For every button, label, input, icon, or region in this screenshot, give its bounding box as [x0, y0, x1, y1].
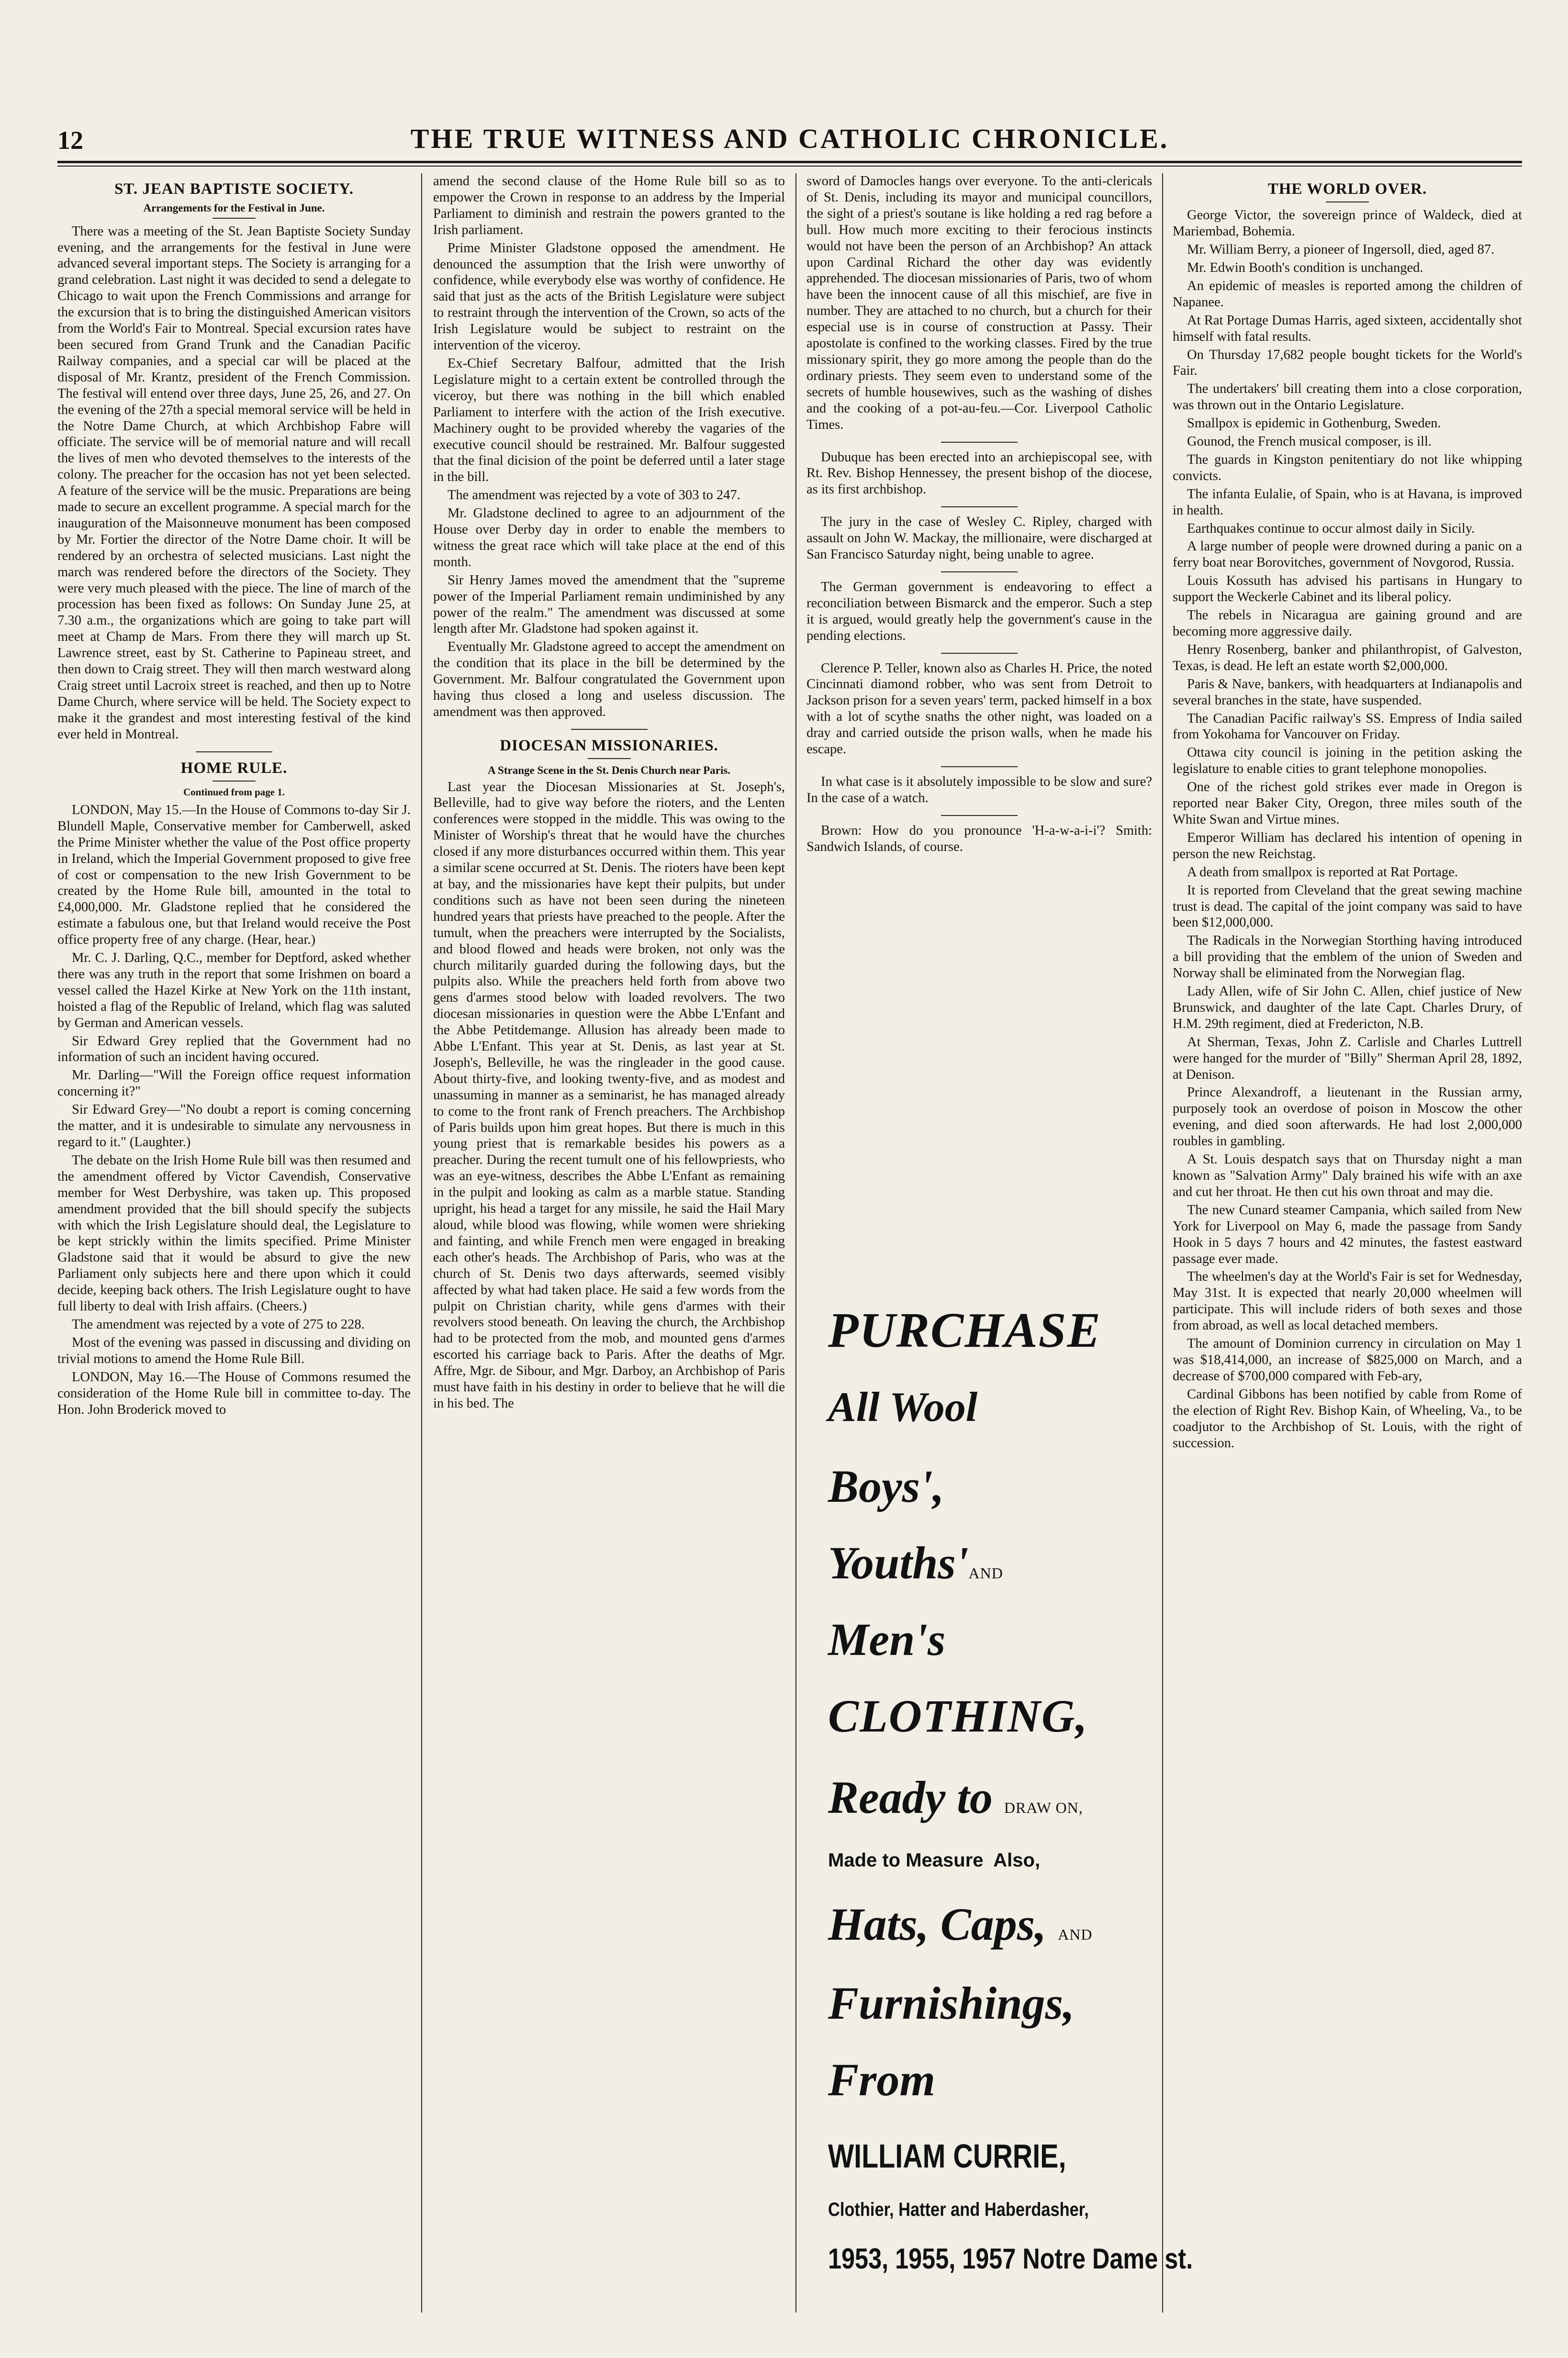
paragraph: The jury in the case of Wesley C. Ripley, charged with assault on John W. Mackay, the millionaire, were discharged at San Francisco Saturday night, being unable to agree.	[806, 514, 1152, 562]
divider	[196, 751, 272, 752]
ad-line: CLOTHING,	[828, 1690, 1088, 1742]
paragraph: sword of Damocles hangs over everyone. To the anti-clericals of St. Denis, including its mayor and municipal councillors, the sight of a priest's soutane is like holding a red rag before a bull. How much more exciting to their ferocious instincts would not have been the person of an Archbishop? An attack upon Cardinal Richard the other day was evidently apprehended. The diocesan missionaries of Paris, two of whom have been the innocent cause of all this mischief, are five in number. They are attached to no church, but a church for their especial use is in course of construction at Passy. Their apostolate is confined to the working classes. Fired by the true missionary spirit, they go more among the people than do the ordinary priests. They seem even to understand some of the secrets of humble housewives, such as the washing of dishes and the cooking of a pot-au-feu.—Cor. Liverpool Catholic Times.	[806, 174, 1152, 432]
paragraph: Sir Edward Grey—"No doubt a report is coming concerning the matter, and it is undesirable to simulate any nervousness in regard to it." (Laughter.)	[57, 1102, 411, 1150]
news-item: The guards in Kingston penitentiary do not like whipping convicts.	[1173, 452, 1522, 483]
news-item: Mr. William Berry, a pioneer of Ingersoll, died, aged 87.	[1187, 242, 1495, 257]
paragraph: Dubuque has been erected into an archiepiscopal see, with Rt. Rev. Bishop Hennessey, the present bishop of the diocese, as its first archbishop.	[806, 449, 1152, 497]
masthead-rule	[57, 161, 1522, 163]
ad-line: Made to Measure Also,	[828, 1850, 1041, 1871]
news-item: On Thursday 17,682 people bought tickets for the World's Fair.	[1173, 347, 1522, 379]
column-divider	[421, 173, 422, 2313]
paragraph: Clerence P. Teller, known also as Charles H. Price, the noted Cincinnati diamond robber, who was sent from Detroit to Jackson prison for a seven years' term, packed himself in a box with a lot of scythe snaths the other night, was loaded on a dray and carried outside the prison walls, when he made his escape.	[806, 660, 1152, 757]
ad-line-small: AND	[1058, 1926, 1093, 1943]
news-item: Smallpox is epidemic in Gothenburg, Sweden.	[1187, 416, 1441, 431]
paragraph: The amendment was rejected by a vote of 303 to 247.	[448, 488, 740, 503]
news-item: The Canadian Pacific railway's SS. Empress of India sailed from Yokohama for Vancouver on Friday.	[1173, 711, 1522, 742]
ad-headline: PURCHASE	[828, 1303, 1101, 1358]
news-item: Mr. Edwin Booth's condition is unchanged.	[1187, 260, 1423, 275]
column-3	[806, 173, 1152, 1284]
ad-line: Men's	[828, 1614, 946, 1665]
column-1	[57, 173, 411, 2317]
ad-line	[828, 1898, 1092, 1951]
column-4	[1173, 173, 1522, 2317]
ad-line	[828, 1536, 1003, 1589]
ad-line: All Wool	[828, 1384, 978, 1430]
running-title: THE TRUE WITNESS AND CATHOLIC CHRONICLE.	[410, 123, 1169, 154]
paragraph: Last year the Diocesan Missionaries at St. Joseph's, Belleville, had to give way before the rioters, and the Lenten conferences were stopped in the middle. This was owing to the Minister of Worship's threat that he would have the churches closed if any more disturbances occurred within them. This year a similar scene occurred at St. Denis. The rioters have been kept at bay, and the missionaries have kept their pulpits, but under conditions such as have not been seen during the nineteen hundred years that priests have preached to the people. After the tumult, when the preachers were interrupted by the Socialists, and blood flowed and heads were broken, not only was the church militarily guarded during the following days, but the pulpits also. While the preachers held forth from above two gens d'armes stood below with loaded revolvers. The two diocesan missionaries in question were the Abbe L'Enfant and the Abbe Petitdemange. Allusion has already been made to Abbe L'Enfant. This year at St. Denis, as last year at St. Joseph's, Belleville, he was the ringleader in the good cause. About thirty-five, and looking twenty-five, and as modest and unassuming in manner as a seminarist, he has managed already to come to the front rank of French preachers. The Archbishop of Paris builds upon him great hopes. But there is much in this young priest that is remarkable besides his powers as a preacher. During the recent tumult one of his fellowpriests, who was an eye-witness, describes the Abbe L'Enfant as remaining in the pulpit and looking as calm as a marble statue. Standing upright, his head a target for any missile, he said the Hail Mary aloud, while blood was flowing, while women were shrieking and fainting, and while French men were engaged in breaking each other's heads. The Archbishop of Paris, who was at the church of St. Denis two days afterwards, seemed visibly affected by what had taken place. He said a few words from the pulpit on Christian charity, while gens d'armes with their revolvers stood beneath. On leaving the church, the Archbishop had to be protected from the mob, and mounted gens d'armes escorted his carriage back to Paris. After the deaths of Mgr. Affre, Mgr. de Sibour, and Mgr. Darboy, an Archbishop of Paris must have faith in his destiny in order to believe that he will die in his bed. The	[433, 779, 785, 1411]
paragraph: amend the second clause of the Home Rule bill so as to empower the Crown in response to an address by the Imperial Parliament to diminish and restrain the powers granted to the Irish parliament.	[433, 174, 785, 237]
column-divider	[1162, 173, 1163, 2313]
news-item: Henry Rosenberg, banker and philanthropist, of Galveston, Texas, is dead. He left an estate worth $2,000,000.	[1173, 642, 1522, 673]
paragraph: There was a meeting of the St. Jean Baptiste Society Sunday evening, and the arrangements for the festival in June were advanced several important steps. The Society is arranging for a grand celebration. Last night it was decided to send a delegate to Chicago to wait upon the French Commissions and arrange for the excursion that is to bring the distinguished American visitors from the World's Fair to Montreal. Special excursion rates have been secured from Grand Trunk and the Canadian Pacific Railway companies, and a special car will be placed at the disposal of Mr. Krantz, president of the French Commission. The festival will entend over three days, June 25, 26, and 27. On the evening of the 27th a special memoral service will be held in the Notre Dame Church, at which Archbishop Fabre will officiate. The service will be of memorial nature and will recall the lives of men who devoted themselves to the interests of the colony. The preacher for the occasion has not yet been selected. A feature of the service will be the music. Preparations are being made to secure an excellent programme. A special march for the inauguration of the Maisonneuve monument has been composed by Mr. Fortier the director of the Notre Dame choir. It will be rendered by an orchestra of selected musicians. Last night the march was rendered before the directors of the Society. They were very much pleased with the piece. The line of march of the procession has been fixed as follows: On Sunday June 25, at 7.30 a.m., the organizations which are going to take part will meet at Champ de Mars. From there they will march up St. Lawrence street, east by St. Catherine to Papineau street, and then down to Craig street. They will then march westward along Craig street until Lacroix street is reached, and then up to Notre Dame Church, where service will be held. The Society expect to make it the grandest and most interesting festival of the kind ever held in Montreal.	[57, 224, 411, 742]
news-item: The rebels in Nicaragua are gaining ground and are becoming more aggressive daily.	[1173, 608, 1522, 639]
article-headline: DIOCESAN MISSIONARIES.	[500, 737, 718, 754]
divider	[1326, 201, 1369, 202]
ad-line-text: Hats, Caps,	[828, 1899, 1047, 1950]
divider	[941, 815, 1018, 816]
paragraph: In what case is it absolutely impossible to be slow and sure? In the case of a watch.	[806, 774, 1152, 805]
page-number: 12	[57, 126, 83, 155]
paragraph: LONDON, May 15.—In the House of Commons to-day Sir J. Blundell Maple, Conservative member for Camberwell, asked the Prime Minister whether the value of the Post office property in Ireland, which the Imperial Government proposed to give free of cost or compensation to the new Irish Government to be created by the Home Rule bill, amounted in the total to £4,000,000. Mr. Gladstone replied that he considered the estimate a fabulous one, but that Ireland would receive the Post office property free of any charge. (Hear, hear.)	[57, 802, 411, 948]
clothing-advertisement	[809, 1302, 1193, 2312]
ad-merchant-name: WILLIAM CURRIE,	[828, 2137, 1066, 2175]
column-2	[433, 173, 785, 2317]
divider	[941, 506, 1018, 507]
article-subheadline: A Strange Scene in the St. Denis Church near Paris.	[487, 764, 731, 777]
article-headline: ST. JEAN BAPTISTE SOCIETY.	[114, 180, 354, 198]
continued-note: Continued from page 1.	[183, 786, 285, 798]
article-headline: THE WORLD OVER.	[1267, 180, 1427, 198]
column-divider	[795, 173, 796, 2313]
divider	[941, 571, 1018, 572]
news-item: One of the richest gold strikes ever made in Oregon is reported near Baker City, Oregon, three miles south of the White Swan and Virtue mines.	[1173, 780, 1522, 827]
news-item: A death from smallpox is reported at Rat Portage.	[1187, 864, 1458, 880]
paragraph: Prime Minister Gladstone opposed the amendment. He denounced the assumption that the Irish were unworthy of confidence, while everybody else was worthy of confidence. He said that just as the acts of the British Legislature were subject to restraint through the intervention of the Crown, so acts of the Irish Legislature would be subject to restraint on the intervention of the viceroy.	[433, 240, 785, 353]
news-item: It is reported from Cleveland that the great sewing machine trust is dead. The capital of the joint company was said to have been $12,000,000.	[1173, 883, 1522, 930]
paragraph: The debate on the Irish Home Rule bill was then resumed and the amendment offered by Victor Cavendish, Conservative member for West Derbyshire, was taken up. This proposed amendment provided that the bill should specify the subjects with which the Irish Legislature should deal, the Legislature to be kept strickly within the limits specified. Prime Minister Gladstone said that it would be absurd to give the new Parliament only subjects here and there upon which it could decide, keeping back others. The Irish Legislature ought to have full liberty to deal with Irish affairs. (Cheers.)	[57, 1152, 411, 1314]
ad-line-text: Ready to	[828, 1772, 993, 1823]
news-item: A large number of people were drowned during a panic on a ferry boat near Borovitches, government of Novgorod, Russia.	[1173, 539, 1522, 570]
ad-line: Furnishings,	[828, 1978, 1075, 2029]
news-item: Earthquakes continue to occur almost daily in Sicily.	[1187, 521, 1475, 536]
divider	[588, 758, 631, 759]
divider	[213, 218, 256, 219]
news-item: The amount of Dominion currency in circulation on May 1 was $18,414,000, an increase of $825,000 on March, and a decrease of $700,000 compared with Feb-ary,	[1173, 1336, 1522, 1384]
news-item: Paris & Nave, bankers, with headquarters at Indianapolis and several branches in the state, have suspended.	[1173, 676, 1522, 708]
paragraph: The amendment was rejected by a vote of 275 to 228.	[72, 1317, 365, 1332]
ad-line: Boys',	[828, 1461, 944, 1512]
divider	[571, 729, 648, 730]
divider	[941, 442, 1018, 443]
article-headline: HOME RULE.	[180, 759, 288, 777]
news-item: The Radicals in the Norwegian Storthing having introduced a bill providing that the emblem of the union of Sweden and Norway shall be eliminated from the Norwegian flag.	[1173, 933, 1522, 981]
paragraph: Most of the evening was passed in discussing and dividing on trivial motions to amend the Home Rule Bill.	[57, 1335, 411, 1366]
news-item: The infanta Eulalie, of Spain, who is at Havana, is improved in health.	[1173, 486, 1522, 518]
news-item: A St. Louis despatch says that on Thursday night a man known as "Salvation Army" Daly brained his wife with an axe and cut her throat. He then cut his own throat and may die.	[1173, 1152, 1522, 1199]
news-item: The wheelmen's day at the World's Fair is set for Wednesday, May 31st. It is expected that nearly 20,000 wheelmen will participate. This will include riders of both sexes and those from abroad, as well as local detached members.	[1173, 1269, 1522, 1333]
news-items	[1173, 207, 1522, 1451]
news-item: Prince Alexandroff, a lieutenant in the Russian army, purposely took an overdose of poison in Moscow the other evening, and died soon afterwards. He had lost 2,000,000 roubles in gambling.	[1173, 1085, 1522, 1149]
ad-merchant-trade: Clothier, Hatter and Haberdasher,	[828, 2199, 1089, 2220]
divider	[941, 653, 1018, 654]
ad-line: From	[828, 2054, 936, 2105]
news-item: At Sherman, Texas, John Z. Carlisle and Charles Luttrell were hanged for the murder of "Billy" Sherman April 28, 1892, at Denison.	[1173, 1034, 1522, 1082]
news-item: Cardinal Gibbons has been notified by cable from Rome of the election of Right Rev. Bishop Kain, of Wheeling, Va., to be coadjutor to the Archbishop of St. Louis, with the right of succession.	[1173, 1386, 1522, 1451]
news-item: Ottawa city council is joining in the petition asking the legislature to enable cities to grant telephone monopolies.	[1173, 745, 1522, 777]
news-item: Louis Kossuth has advised his partisans in Hungary to support the Weckerle Cabinet and its liberal policy.	[1173, 573, 1522, 605]
masthead-rule-thin	[57, 166, 1522, 167]
paragraph: Mr. Darling—"Will the Foreign office request information concerning it?"	[57, 1068, 411, 1099]
ad-line-small: AND	[968, 1565, 1003, 1582]
article-subheadline: Arrangements for the Festival in June.	[143, 202, 325, 214]
news-item: Gounod, the French musical composer, is ill.	[1187, 434, 1432, 449]
masthead	[57, 125, 1522, 159]
paragraph: The German government is endeavoring to effect a reconciliation between Bismarck and the emperor. Such a step it is argued, would greatly help the government's cause in the pending elections.	[806, 579, 1152, 643]
ad-merchant-address: 1953, 1955, 1957 Notre Dame st.	[828, 2243, 1193, 2275]
paragraph: Brown: How do you pronounce 'H-a-w-a-i-i'? Smith: Sandwich Islands, of course.	[806, 823, 1152, 854]
paragraph: LONDON, May 16.—The House of Commons resumed the consideration of the Home Rule bill in committee to-day. The Hon. John Broderick moved to	[57, 1369, 411, 1417]
news-item: Lady Allen, wife of Sir John C. Allen, chief justice of New Brunswick, and daughter of the late Capt. Charles Drury, of H.M. 29th regiment, died at Fredericton, N.B.	[1173, 984, 1522, 1031]
news-item: Emperor William has declared his intention of opening in person the new Reichstag.	[1173, 830, 1522, 861]
divider	[213, 781, 256, 782]
paragraph: Mr. C. J. Darling, Q.C., member for Deptford, asked whether there was any truth in the report that some Irishmen on board a vessel called the Hazel Kirke at New York on the 11th instant, hoisted a flag of the Republic of Ireland, which flag was saluted by German and American vessels.	[57, 950, 411, 1030]
paragraph: Sir Henry James moved the amendment that the "supreme power of the Imperial Parliament remain undiminished by any power of the realm." The amendment was discussed at some length after Mr. Gladstone had spoken against it.	[433, 572, 785, 637]
news-item: George Victor, the sovereign prince of Waldeck, died at Mariembad, Bohemia.	[1173, 208, 1522, 239]
news-item: At Rat Portage Dumas Harris, aged sixteen, accidentally shot himself with fatal results.	[1173, 313, 1522, 344]
ad-line-text: Youths'	[828, 1537, 969, 1588]
news-item: The undertakers' bill creating them into a close corporation, was thrown out in the Ontario Legislature.	[1173, 381, 1522, 413]
ad-line	[828, 1771, 1083, 1824]
paragraph: Sir Edward Grey replied that the Government had no information of such an incident having occured.	[57, 1033, 411, 1065]
ad-line-small: DRAW ON,	[1004, 1799, 1083, 1816]
paragraph: Ex-Chief Secretary Balfour, admitted that the Irish Legislature might to a certain extent be controlled through the viceroy, but there was nothing in the bill which enabled Parliament to interfere with the action of the Irish executive. Machinery ought to be provided whereby the vagaries of the executive council should be restrained. Mr. Balfour suggested that the final dicision of the point be deferred until a later stage in the bill.	[433, 356, 785, 485]
news-item: An epidemic of measles is reported among the children of Napanee.	[1173, 278, 1522, 310]
divider	[941, 766, 1018, 767]
paragraph: Mr. Gladstone declined to agree to an adjournment of the House over Derby day in order to enable the members to witness the great race which will take place at the end of this month.	[433, 506, 785, 570]
paragraph: Eventually Mr. Gladstone agreed to accept the amendment on the condition that its place in the bill be determined by the Government. Mr. Balfour congratulated the Government upon having thus closed a long and useless discussion. The amendment was then approved.	[433, 639, 785, 719]
news-item: The new Cunard steamer Campania, which sailed from New York for Liverpool on May 6, made the passage from Sandy Hook in 5 days 7 hours and 42 minutes, the fastest eastward passage ever made.	[1173, 1202, 1522, 1266]
